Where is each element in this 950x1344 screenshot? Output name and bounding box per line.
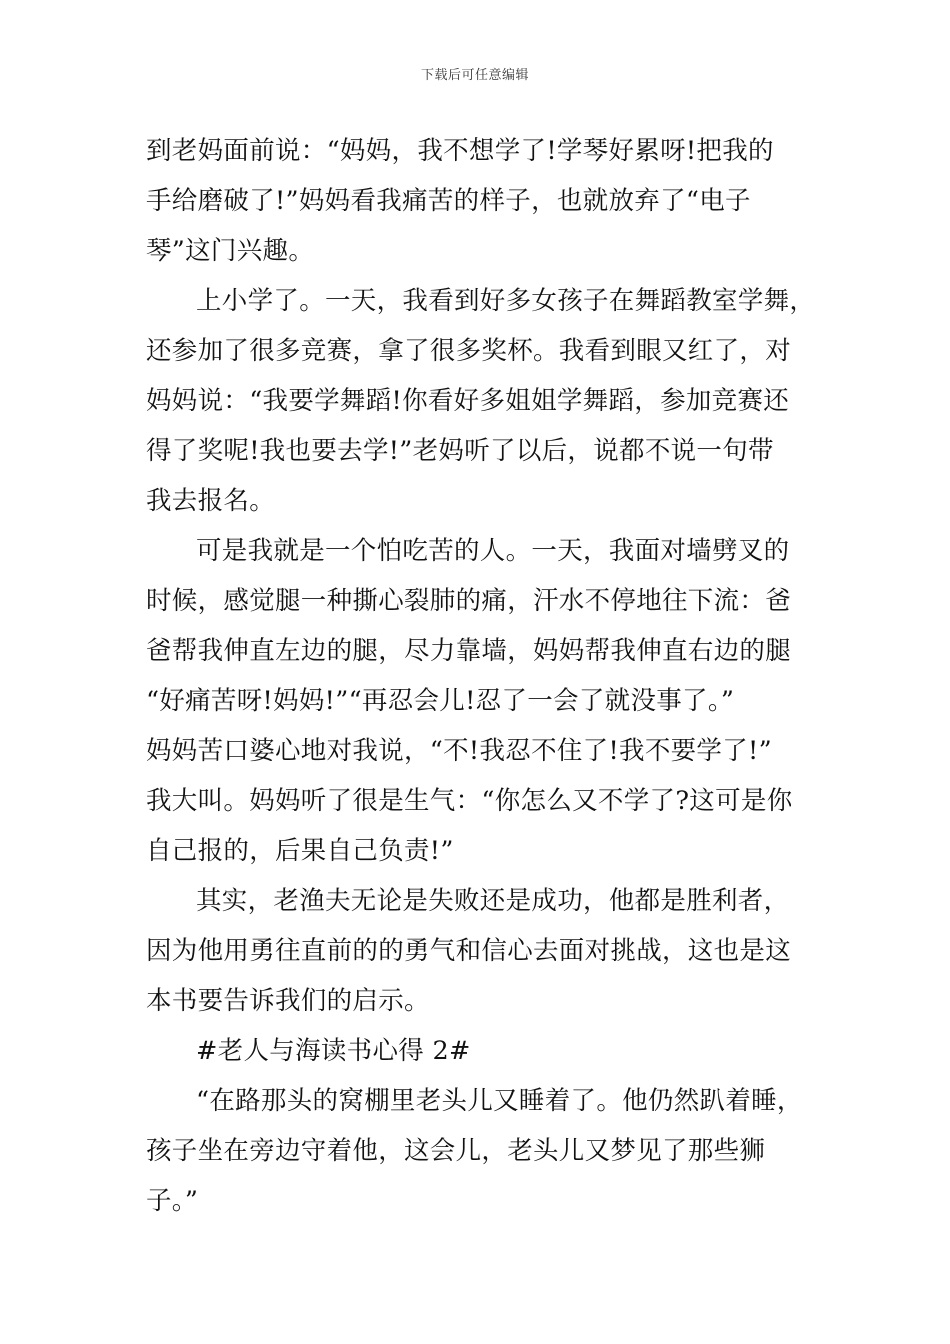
- text-line: 还参加了很多竞赛，拿了很多奖杯。我看到眼又红了，对: [146, 336, 792, 366]
- text-line: 得了奖呢!我也要去学!”老妈听了以后，说都不说一句带: [146, 436, 774, 466]
- text-line: 我大叫。妈妈听了很是生气：“你怎么又不学了?这可是你: [146, 786, 793, 816]
- section-heading: [146, 1026, 816, 1076]
- text-line: “在路那头的窝棚里老头儿又睡着了。他仍然趴着睡，: [196, 1086, 803, 1116]
- document-body: [146, 126, 816, 1226]
- text-line: 因为他用勇往直前的的勇气和信心去面对挑战，这也是这: [146, 936, 792, 966]
- paragraph-5: [146, 1076, 816, 1226]
- text-line: 妈妈苦口婆心地对我说，“不!我忍不住了!我不要学了!”: [146, 736, 772, 766]
- text-line: 琴”这门兴趣。: [146, 236, 315, 266]
- text-line: 妈妈说：“我要学舞蹈!你看好多姐姐学舞蹈，参加竞赛还: [146, 386, 790, 416]
- paragraph-3: [146, 526, 816, 876]
- paragraph-1: [146, 126, 816, 276]
- heading-text: #老人与海读书心得 2#: [196, 1036, 471, 1066]
- text-line: “好痛苦呀!妈妈!”“再忍会儿!忍了一会了就没事了。”: [146, 686, 735, 716]
- text-line: 时候，感觉腿一种撕心裂肺的痛，汗水不停地往下流：爸: [146, 586, 792, 616]
- paragraph-4: [146, 876, 816, 1026]
- text-line: 本书要告诉我们的启示。: [146, 986, 430, 1016]
- text-line: 自己报的，后果自己负责!”: [146, 836, 454, 866]
- text-line: 其实，老渔夫无论是失败还是成功，他都是胜利者，: [196, 886, 790, 916]
- text-line: 爸帮我伸直左边的腿，尽力靠墙，妈妈帮我伸直右边的腿: [146, 636, 792, 666]
- text-line: 可是我就是一个怕吃苦的人。一天，我面对墙劈叉的: [196, 536, 790, 566]
- page-header: 下载后可任意编辑: [420, 68, 529, 83]
- text-line: 子。”: [146, 1186, 199, 1216]
- text-line: 孩子坐在旁边守着他，这会儿，老头儿又梦见了那些狮: [146, 1136, 766, 1166]
- text-line: 手给磨破了!”妈妈看我痛苦的样子，也就放弃了“电子: [146, 186, 751, 216]
- paragraph-2: [146, 276, 816, 526]
- text-line: 上小学了。一天，我看到好多女孩子在舞蹈教室学舞，: [196, 286, 816, 316]
- text-line: 我去报名。: [146, 486, 276, 516]
- text-line: 到老妈面前说：“妈妈，我不想学了!学琴好累呀!把我的: [146, 136, 774, 166]
